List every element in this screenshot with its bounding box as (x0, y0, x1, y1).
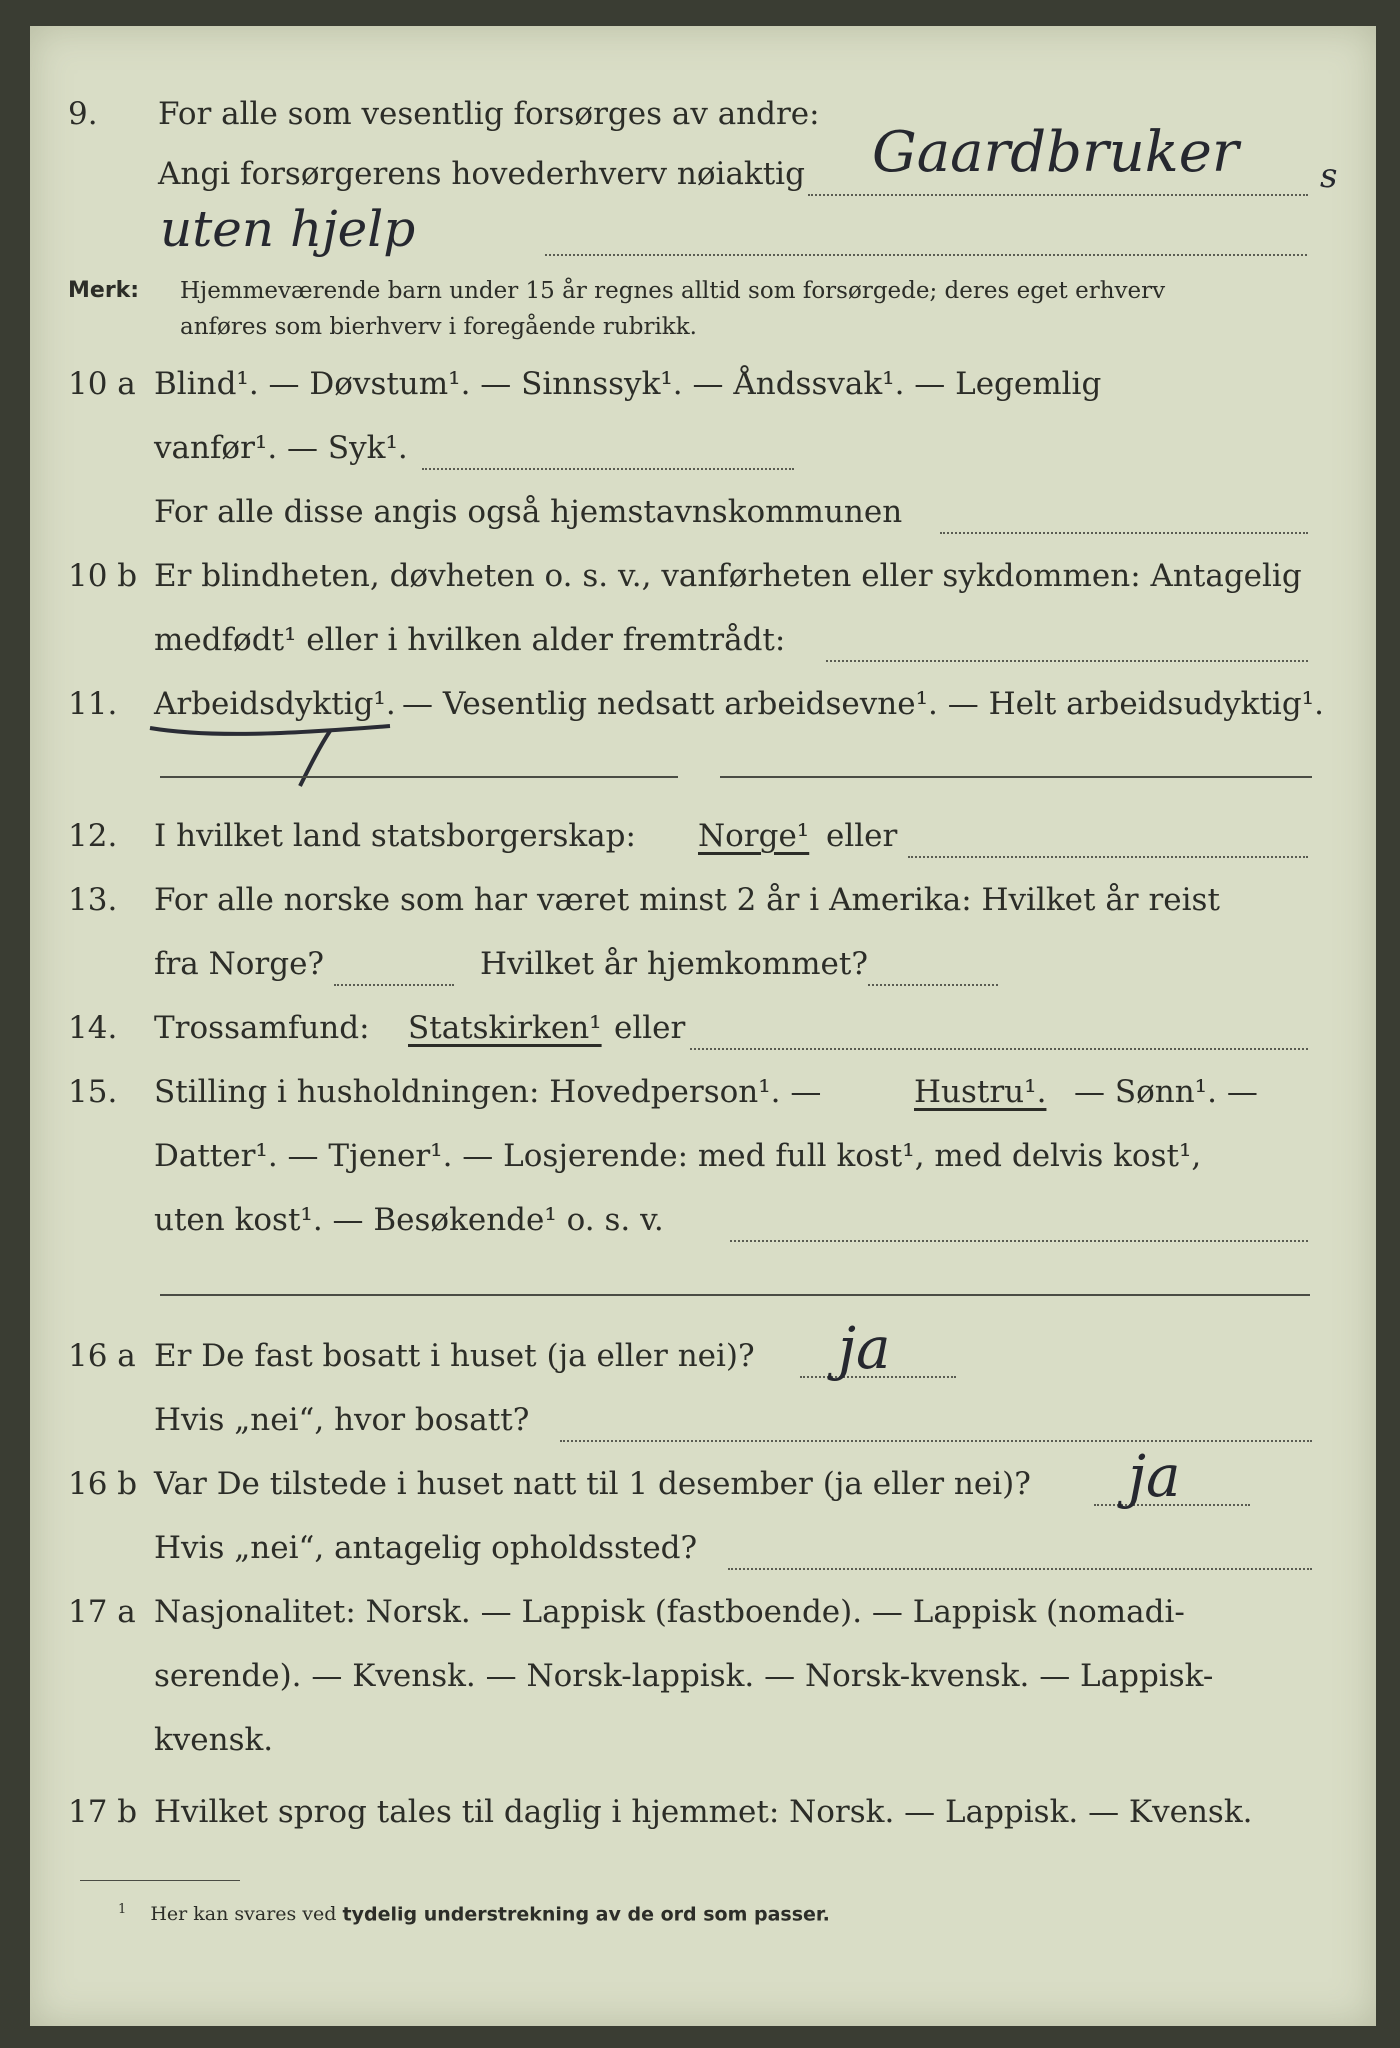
q11-option-underlined: Arbeidsdyktig¹. (154, 686, 396, 722)
census-form-page (30, 26, 1376, 2026)
q9-handwritten-answer: Gaardbruker (872, 120, 1239, 185)
answer-line (560, 1440, 1312, 1442)
q15-options: — Sønn¹. — (1074, 1074, 1258, 1110)
q16a-question: Er De fast bosatt i huset (ja eller nei)? (154, 1338, 755, 1374)
q15-options-cont: Datter¹. — Tjener¹. — Losjerende: med full kost¹, med delvis kost¹, (154, 1138, 1202, 1174)
answer-line (868, 984, 998, 986)
q16b-where: Hvis „nei“, antagelig opholdssted? (154, 1530, 698, 1566)
q10a-options: Blind¹. — Døvstum¹. — Sinnssyk¹. — Åndssvak¹. — Legemlig (154, 366, 1102, 402)
q16a-handwritten-answer: ja (838, 1314, 891, 1382)
q9-handwritten-answer-cont: uten hjelp (160, 200, 416, 258)
answer-line (728, 1568, 1312, 1570)
q9-number: 9. (68, 96, 98, 132)
q10a-home-municipality: For alle disse angis også hjemstavnskommunen (154, 494, 903, 530)
answer-line (730, 1240, 1308, 1242)
q12-or: eller (826, 818, 898, 854)
q12-question: I hvilket land statsborgerskap: (154, 818, 636, 854)
q16b-number: 16 b (68, 1466, 138, 1502)
q16a-number: 16 a (68, 1338, 136, 1374)
q14-number: 14. (68, 1010, 118, 1046)
q17a-line2 (30, 1658, 1376, 1706)
q14-or: eller (614, 1010, 686, 1046)
q17a-line1 (30, 1594, 1376, 1642)
merk-label: Merk: (68, 278, 140, 303)
q11-number: 11. (68, 686, 118, 722)
q12-option-underlined: Norge¹ (698, 818, 810, 854)
q17b-number: 17 b (68, 1794, 138, 1830)
handwritten-mark: s (1320, 156, 1338, 196)
q13-year-left: fra Norge? (154, 946, 325, 982)
footnote-rule (80, 1880, 240, 1881)
q17b-question: Hvilket sprog tales til daglig i hjemmet: Norsk. — Lappisk. — Kvensk. (154, 1794, 1253, 1830)
q14-line (30, 1010, 1376, 1058)
footnote-mark: 1 (118, 1902, 127, 1917)
q13-line2 (30, 946, 1376, 994)
q10b-number: 10 b (68, 558, 138, 594)
footnote-bold-text: tydelig understrekning av de ord som passer. (342, 1903, 830, 1926)
footnote (118, 1902, 830, 1925)
separator-rule (160, 1294, 1310, 1296)
q15-option-underlined: Hustru¹. (914, 1074, 1047, 1110)
q16b-handwritten-answer: ja (1128, 1442, 1181, 1510)
q15-number: 15. (68, 1074, 118, 1110)
q13-number: 13. (68, 882, 118, 918)
separator-rule (160, 776, 678, 778)
q13-question: For alle norske som har været minst 2 år i Amerika: Hvilket år reist (154, 882, 1220, 918)
q15-options-cont2: uten kost¹. — Besøkende¹ o. s. v. (154, 1202, 664, 1238)
q9-question-cont: Angi forsørgerens hovederhverv nøiaktig (158, 156, 805, 192)
answer-line (908, 856, 1308, 858)
q13-year-returned: Hvilket år hjemkommet? (480, 946, 868, 982)
q9-question: For alle som vesentlig forsørges av andre: (158, 96, 820, 132)
q15-line3 (30, 1202, 1376, 1250)
footnote-text: Her kan svares ved (150, 1903, 337, 1926)
q10b-question-cont: medfødt¹ eller i hvilken alder fremtrådt: (154, 622, 786, 658)
q10a-options-cont: vanfør¹. — Syk¹. (154, 430, 408, 466)
q17a-line3 (30, 1722, 1376, 1770)
q17a-question: Nasjonalitet: Norsk. — Lappisk (fastboende). — Lappisk (nomadi- (154, 1594, 1185, 1630)
merk-text: Hjemmeværende barn under 15 år regnes alltid som forsørgede; deres eget erhverv (180, 278, 1166, 304)
q17a-options: serende). — Kvensk. — Norsk-lappisk. — Norsk-kvensk. — Lappisk- (154, 1658, 1214, 1694)
merk-text-cont: anføres som bierhverv i foregående rubrikk. (180, 314, 697, 340)
separator-rule (720, 776, 1312, 778)
q17b-line (30, 1794, 1376, 1842)
answer-line (334, 984, 454, 986)
q16a-line1 (30, 1338, 1376, 1386)
q16a-where: Hvis „nei“, hvor bosatt? (154, 1402, 530, 1438)
q10b-question: Er blindheten, døvheten o. s. v., vanførheten eller sykdommen: Antagelig (154, 558, 1302, 594)
q16b-question: Var De tilstede i huset natt til 1 desember (ja eller nei)? (154, 1466, 1031, 1502)
q11-options: — Vesentlig nedsatt arbeidsevne¹. — Helt arbeidsudyktig¹. (402, 686, 1324, 722)
q12-number: 12. (68, 818, 118, 854)
q12-line (30, 818, 1376, 866)
q16b-line2 (30, 1530, 1376, 1578)
q17a-number: 17 a (68, 1594, 136, 1630)
q15-question: Stilling i husholdningen: Hovedperson¹. — (154, 1074, 822, 1110)
q15-line1 (30, 1074, 1376, 1122)
q13-line1 (30, 882, 1376, 930)
q15-line2 (30, 1138, 1376, 1186)
q14-question: Trossamfund: (154, 1010, 370, 1046)
q10a-number: 10 a (68, 366, 136, 402)
q17a-options-cont: kvensk. (154, 1722, 274, 1758)
q14-option-underlined: Statskirken¹ (408, 1010, 602, 1046)
answer-line (690, 1048, 1308, 1050)
